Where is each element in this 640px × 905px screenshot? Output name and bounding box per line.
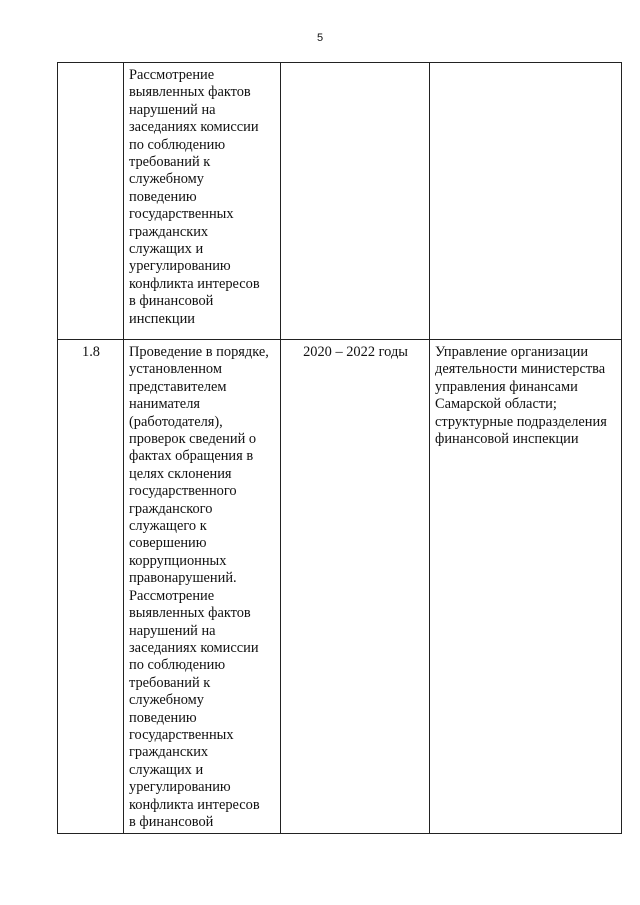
text-line: государственного: [129, 483, 237, 500]
text-line: Управление организации: [435, 344, 589, 360]
text-line: совершению: [129, 535, 207, 552]
text-line: Рассмотрение: [129, 67, 215, 83]
text-line: нанимателя: [129, 396, 200, 413]
text-line: государственных: [129, 726, 234, 743]
text-line: конфликта интересов: [129, 275, 260, 292]
period-cell: [281, 63, 430, 340]
text-line: конфликта интересов: [129, 796, 260, 813]
text-line: гражданских: [129, 744, 209, 761]
text-line: нарушений на: [129, 622, 216, 639]
text-line: фактах обращения в: [129, 448, 254, 465]
text-line: деятельности министерства: [435, 361, 606, 378]
text-line: выявленных фактов: [129, 605, 251, 622]
text-line: коррупционных: [129, 552, 227, 569]
table-row: [58, 63, 622, 340]
text-line: служащих и: [129, 241, 204, 258]
text-line: Самарской области;: [435, 396, 557, 413]
measure-description-cell: [124, 340, 281, 834]
text-line: урегулированию: [129, 779, 231, 796]
text-line: установленном: [129, 361, 222, 378]
text-line: требований к: [129, 154, 211, 171]
text-line: структурные подразделения: [435, 413, 607, 430]
text-line: служебному: [129, 692, 204, 709]
text-line: заседаниях комиссии: [129, 639, 259, 656]
text-line: правонарушений.: [129, 570, 237, 587]
text-line: Проведение в порядке,: [129, 344, 269, 360]
text-line: в финансовой: [129, 813, 214, 830]
text-line: служащих и: [129, 761, 204, 778]
executor-cell: [430, 63, 622, 340]
text-line: по соблюдению: [129, 136, 226, 153]
text-line: инспекции: [129, 310, 195, 327]
text-line: по соблюдению: [129, 657, 226, 674]
text-line: в финансовой: [129, 293, 214, 310]
text-line: проверок сведений о: [129, 431, 257, 448]
text-line: поведению: [129, 709, 197, 726]
executor-cell: [430, 340, 622, 834]
measure-description-cell: [124, 63, 281, 340]
text-line: заседаниях комиссии: [129, 119, 259, 136]
item-number-cell: [58, 63, 124, 340]
text-line: государственных: [129, 206, 234, 223]
text-line: Рассмотрение: [129, 587, 215, 604]
text-line: нарушений на: [129, 101, 216, 118]
text-line: выявленных фактов: [129, 84, 251, 101]
text-line: гражданского: [129, 500, 213, 517]
text-line: целях склонения: [129, 465, 232, 482]
text-line: финансовой инспекции: [435, 431, 579, 448]
text-line: представителем: [129, 378, 227, 395]
measures-table: [57, 62, 622, 834]
text-line: поведению: [129, 188, 197, 205]
text-line: гражданских: [129, 223, 209, 240]
text-line: урегулированию: [129, 258, 231, 275]
text-line: служащего к: [129, 518, 207, 535]
page-number: 5: [316, 32, 324, 44]
period-cell: 2020 – 2022 годы: [281, 340, 430, 834]
text-line: (работодателя),: [129, 413, 223, 430]
text-line: требований к: [129, 674, 211, 691]
text-line: управления финансами: [435, 378, 578, 395]
table-row: [58, 340, 622, 834]
item-number-cell: 1.8: [58, 340, 124, 834]
text-line: служебному: [129, 171, 204, 188]
